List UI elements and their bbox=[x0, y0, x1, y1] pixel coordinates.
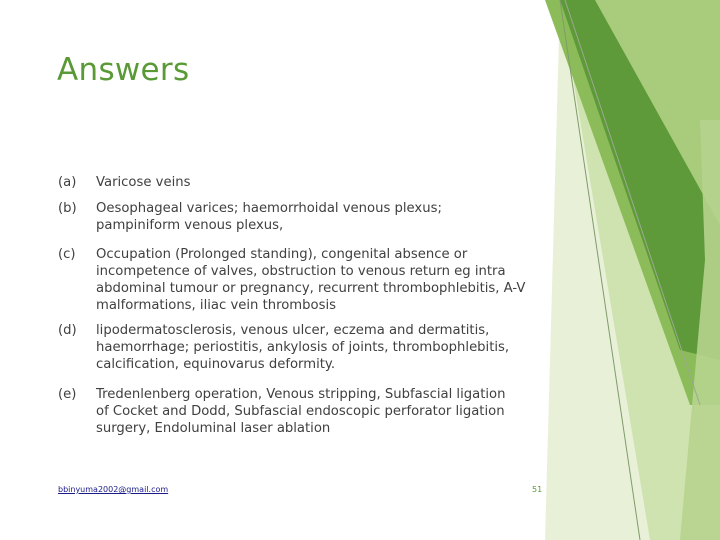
answer-label: (e) bbox=[58, 387, 77, 402]
answer-item-d bbox=[58, 322, 536, 373]
page-number: 51 bbox=[532, 485, 543, 494]
answer-text: lipodermatosclerosis, venous ulcer, eczema and dermatitis, haemorrhage; periostitis, ankylosis of joints, thrombophlebitis, calcification, equinovarus deformity. bbox=[96, 323, 510, 372]
answer-text: Oesophageal varices; haemorrhoidal venous plexus; pampiniform venous plexus, bbox=[96, 201, 442, 233]
answer-text: Occupation (Prolonged standing), congenital absence or incompetence of valves, obstruction to venous return eg intra abdominal tumour or pregnancy, recurrent thrombophlebitis, A-V malformations, iliac vein thrombosis bbox=[96, 247, 526, 313]
answer-item-a bbox=[58, 174, 536, 191]
answer-item-c bbox=[58, 246, 541, 314]
answer-text: Varicose veins bbox=[96, 175, 191, 190]
answer-label: (a) bbox=[58, 175, 77, 190]
answer-item-b bbox=[58, 200, 486, 234]
answer-text: Tredenlenberg operation, Venous stripping, Subfascial ligation of Cocket and Dodd, Subfascial endoscopic perforator ligation surgery, Endoluminal laser ablation bbox=[96, 387, 506, 436]
answer-item-e bbox=[58, 386, 511, 437]
answer-label: (c) bbox=[58, 247, 76, 262]
footer-email-link[interactable]: bbinyuma2002@gmail.com bbox=[58, 485, 169, 494]
answer-label: (d) bbox=[58, 323, 77, 338]
answer-label: (b) bbox=[58, 201, 77, 216]
slide-title: Answers bbox=[57, 52, 190, 88]
